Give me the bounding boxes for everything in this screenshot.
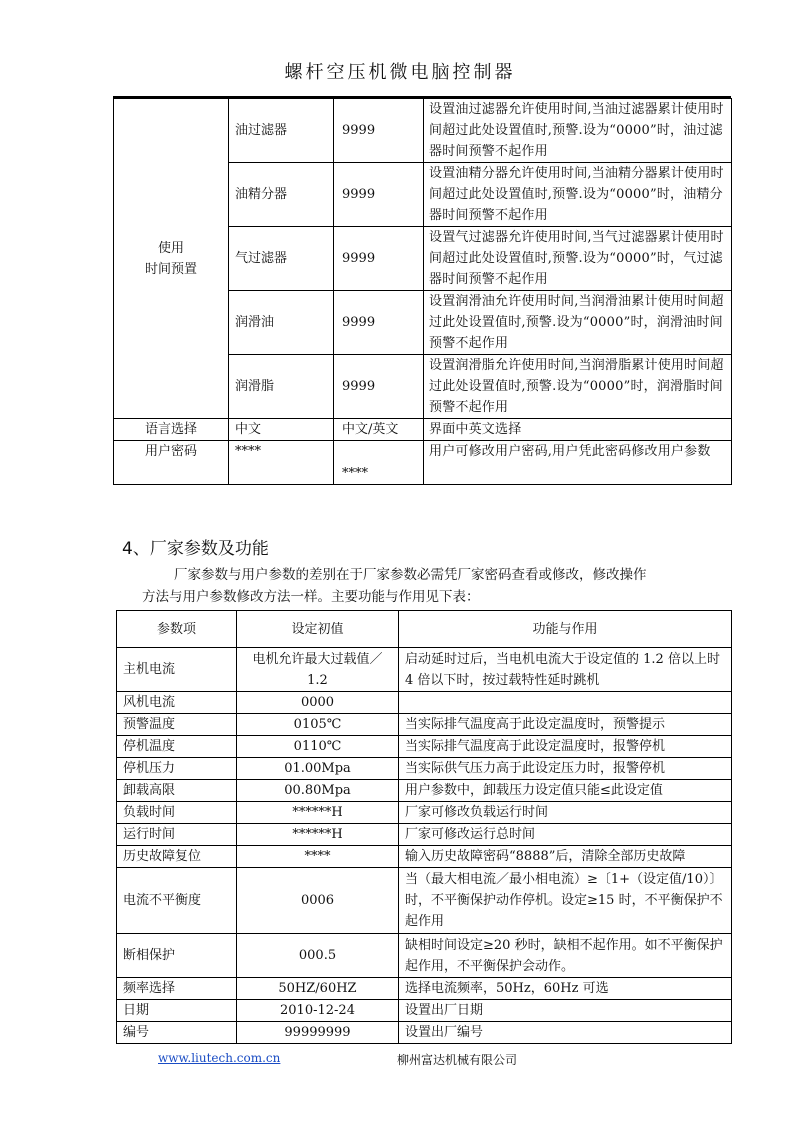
- password-value: ****: [334, 441, 424, 485]
- paragraph-line: 厂家参数与用户参数的差别在于厂家参数必需凭厂家密码查看或修改，修改操作: [174, 567, 647, 583]
- param-desc: 厂家可修改负载运行时间: [399, 802, 732, 824]
- param-name: 油过滤器: [229, 99, 334, 163]
- param-name: 日期: [117, 1000, 237, 1022]
- param-value: 0110℃: [237, 736, 399, 758]
- param-value: 50HZ/60HZ: [237, 978, 399, 1000]
- param-value: 9999: [334, 99, 424, 163]
- page-header-title: 螺杆空压机微电脑控制器: [284, 62, 516, 83]
- language-label: 语言选择: [114, 419, 229, 441]
- factory-params-table: [116, 610, 732, 1044]
- param-name: 油精分器: [229, 163, 334, 227]
- param-name: 电流不平衡度: [117, 868, 237, 934]
- footer-company: 柳州富达机械有限公司: [397, 1053, 518, 1067]
- table-row: [117, 1022, 732, 1044]
- param-desc: 设置出厂编号: [399, 1022, 732, 1044]
- param-value: 9999: [334, 163, 424, 227]
- password-desc: 用户可修改用户密码,用户凭此密码修改用户参数: [424, 441, 732, 485]
- param-name: 停机压力: [117, 758, 237, 780]
- param-desc: 设置气过滤器允许使用时间,当气过滤器累计使用时间超过此处设置值时,预警.设为“0000”时，气过滤器时间预警不起作用: [424, 227, 732, 291]
- table-row: [117, 648, 732, 692]
- password-current: ****: [229, 441, 334, 485]
- param-value: ****: [237, 846, 399, 868]
- table-row: [117, 824, 732, 846]
- param-value: 9999: [334, 291, 424, 355]
- param-name: 预警温度: [117, 714, 237, 736]
- paragraph-line: 方法与用户参数修改方法一样。主要功能与作用见下表：: [142, 589, 480, 605]
- param-value: 9999: [334, 355, 424, 419]
- param-desc: 当（最大相电流／最小相电流）≥〔1+（设定值/10）〕时，不平衡保护动作停机。设定≥15 时，不平衡保护不起作用: [399, 868, 732, 934]
- language-current: 中文: [229, 419, 334, 441]
- table-row: [117, 780, 732, 802]
- param-desc: 设置润滑油允许使用时间,当润滑油累计使用时间超过此处设置值时,预警.设为“0000”时，润滑油时间预警不起作用: [424, 291, 732, 355]
- param-desc: 当实际排气温度高于此设定温度时，报警停机: [399, 736, 732, 758]
- footer-website-link[interactable]: www.liutech.com.cn: [158, 1051, 281, 1065]
- param-value: 9999: [334, 227, 424, 291]
- param-desc: 设置润滑脂允许使用时间,当润滑脂累计使用时间超过此处设置值时,预警.设为“0000”时，润滑脂时间预警不起作用: [424, 355, 732, 419]
- user-params-table: [113, 98, 732, 485]
- param-name: 停机温度: [117, 736, 237, 758]
- param-desc: 输入历史故障密码“8888”后，清除全部历史故障: [399, 846, 732, 868]
- param-desc: 厂家可修改运行总时间: [399, 824, 732, 846]
- param-desc: [399, 692, 732, 714]
- language-options: 中文/英文: [334, 419, 424, 441]
- param-name: 风机电流: [117, 692, 237, 714]
- language-desc: 界面中英文选择: [424, 419, 732, 441]
- param-value: 电机允许最大过载值／1.2: [237, 648, 399, 692]
- section-paragraph: [122, 564, 742, 608]
- param-name: 润滑脂: [229, 355, 334, 419]
- param-desc: 当实际供气压力高于此设定压力时，报警停机: [399, 758, 732, 780]
- param-name: 编号: [117, 1022, 237, 1044]
- table-row: [117, 802, 732, 824]
- param-value: 99999999: [237, 1022, 399, 1044]
- param-desc: 当实际排气温度高于此设定温度时，预警提示: [399, 714, 732, 736]
- param-value: 0105℃: [237, 714, 399, 736]
- table-row: [117, 934, 732, 978]
- param-value: 01.00Mpa: [237, 758, 399, 780]
- table-row: [117, 868, 732, 934]
- param-name: 负载时间: [117, 802, 237, 824]
- table-header-row: [117, 611, 732, 648]
- column-header: 参数项: [117, 611, 237, 648]
- param-name: 断相保护: [117, 934, 237, 978]
- table-row: [117, 714, 732, 736]
- param-value: 0000: [237, 692, 399, 714]
- param-value: ******H: [237, 802, 399, 824]
- param-desc: 启动延时过后，当电机电流大于设定值的 1.2 倍以上时 4 倍以下时，按过载特性延时跳机: [399, 648, 732, 692]
- table-row: [117, 978, 732, 1000]
- param-desc: 设置油精分器允许使用时间,当油精分器累计使用时间超过此处设置值时,预警.设为“0000”时，油精分器时间预警不起作用: [424, 163, 732, 227]
- param-value: 0006: [237, 868, 399, 934]
- column-header: 功能与作用: [399, 611, 732, 648]
- param-name: 频率选择: [117, 978, 237, 1000]
- table-row: [117, 846, 732, 868]
- table-row: [114, 441, 732, 485]
- section-heading: 4、厂家参数及功能: [122, 539, 269, 559]
- param-name: 气过滤器: [229, 227, 334, 291]
- table-row: [117, 692, 732, 714]
- param-desc: 用户参数中，卸载压力设定值只能≤此设定值: [399, 780, 732, 802]
- param-value: ******H: [237, 824, 399, 846]
- param-desc: 设置出厂日期: [399, 1000, 732, 1022]
- param-name: 润滑油: [229, 291, 334, 355]
- table-row: [114, 99, 732, 163]
- table-row: [114, 419, 732, 441]
- table-row: [117, 758, 732, 780]
- group-label: 使用 时间预置: [114, 99, 229, 419]
- column-header: 设定初值: [237, 611, 399, 648]
- password-label: 用户密码: [114, 441, 229, 485]
- param-desc: 选择电流频率，50Hz，60Hz 可选: [399, 978, 732, 1000]
- table-row: [117, 1000, 732, 1022]
- param-value: 00.80Mpa: [237, 780, 399, 802]
- param-desc: 设置油过滤器允许使用时间,当油过滤器累计使用时间超过此处设置值时,预警.设为“0000”时，油过滤器时间预警不起作用: [424, 99, 732, 163]
- param-name: 主机电流: [117, 648, 237, 692]
- param-value: 2010-12-24: [237, 1000, 399, 1022]
- table-row: [117, 736, 732, 758]
- param-value: 000.5: [237, 934, 399, 978]
- param-name: 运行时间: [117, 824, 237, 846]
- param-name: 历史故障复位: [117, 846, 237, 868]
- param-desc: 缺相时间设定≥20 秒时，缺相不起作用。如不平衡保护起作用，不平衡保护会动作。: [399, 934, 732, 978]
- param-name: 卸载高限: [117, 780, 237, 802]
